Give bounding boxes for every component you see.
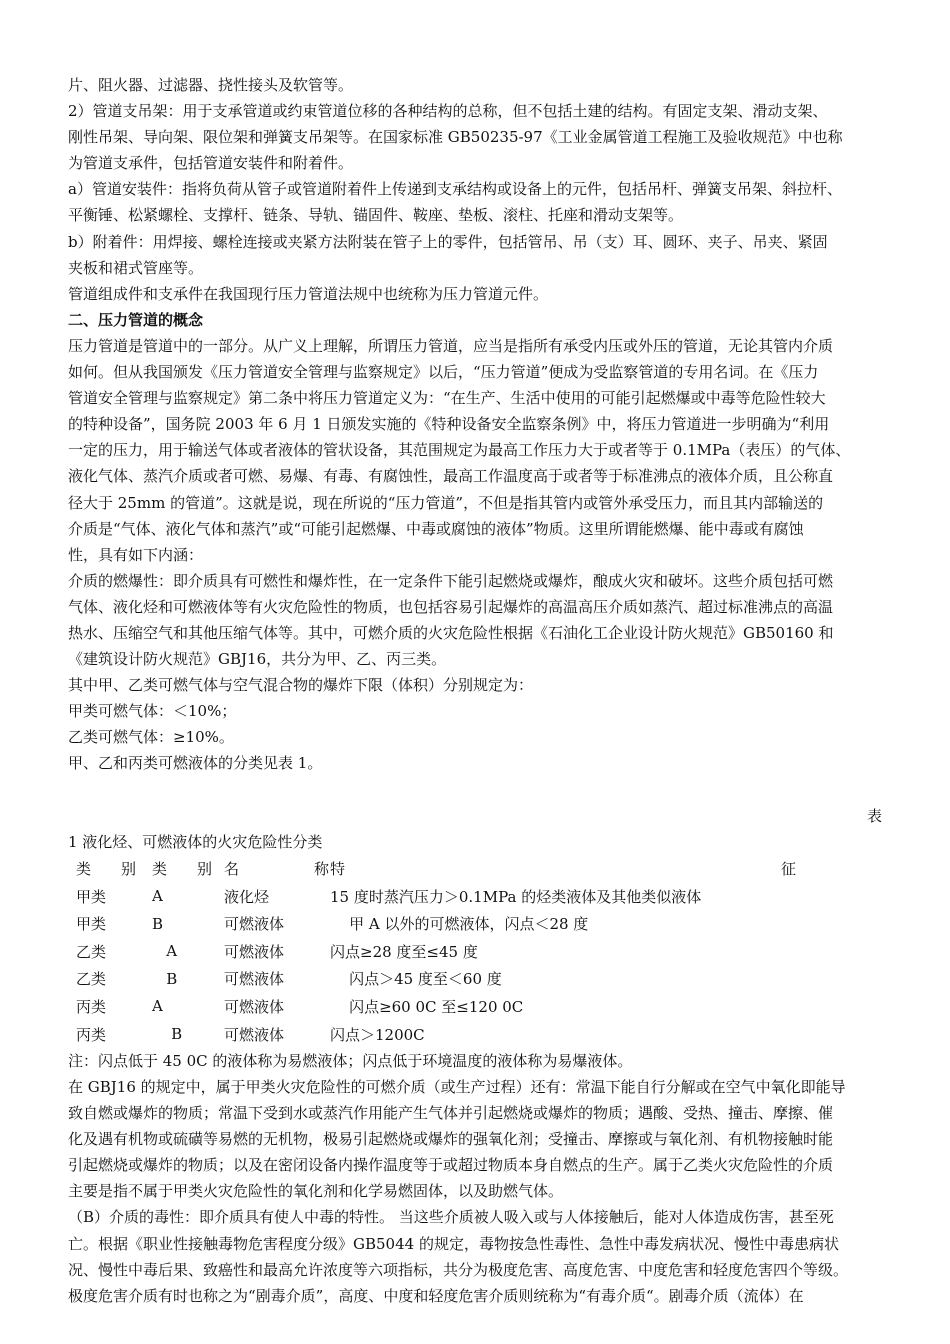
table-row (76, 882, 796, 910)
text-line: 乙类可燃气体：≥10%。 (68, 728, 234, 747)
text-line: 介质是“气体、液化气体和蒸汽”或“可能引起燃爆、中毒或腐蚀的液体”物质。这里所谓能燃爆、能中毒或有腐蚀 (68, 519, 804, 538)
table-cell: 闪点＞1200C (330, 1025, 425, 1044)
table-cell: 丙类 (76, 997, 107, 1016)
table-cell: 甲类 (76, 915, 107, 934)
header-cell: 类 别 (76, 860, 137, 879)
header-cell: 名 称 (224, 860, 330, 879)
table-cell: 甲类 (76, 887, 107, 906)
text-line: 片、阻火器、过滤器、挠性接头及软管等。 (68, 76, 354, 94)
table-row (76, 938, 796, 966)
header-char: 征 (781, 860, 797, 879)
document-page (68, 72, 888, 1309)
text-line: （B）介质的毒性：即介质具有使人中毒的特性。 当这些介质被人吸入或与人体接触后，能对人体造成伤害，甚至死 (68, 1208, 834, 1227)
table-cell: 可燃液体 (224, 942, 285, 961)
text-line: 液化气体、蒸汽介质或者可燃、易爆、有毒、有腐蚀性，最高工作温度高于或者等于标准沸点的液体介质，且公称直 (68, 467, 834, 486)
text-line: 气体、液化烃和可燃液体等有火灾危险性的物质，也包括容易引起爆炸的高温高压介质如蒸汽、超过标准沸点的高温 (68, 597, 834, 616)
table-cell: 闪点＞45 度至＜60 度 (330, 970, 502, 989)
text-line: 管道安全管理与监察规定》第二条中将压力管道定义为：“在生产、生活中使用的可能引起燃爆或中毒等危险性较大 (68, 389, 826, 408)
table-cell: 可燃液体 (224, 997, 285, 1016)
text-line: 亡。根据《职业性接触毒物危害程度分级》GB5044 的规定，毒物按急性毒性、急性中毒发病状况、慢性中毒患病状 (68, 1234, 839, 1253)
text-line: 甲类可燃气体：＜10%； (68, 702, 237, 721)
text-line: 压力管道是管道中的一部分。从广义上理解，所谓压力管道，应当是指所有承受内压或外压的管道，无论其管内介质 (68, 336, 834, 355)
text-line: 注：闪点低于 45 0C 的液体称为易燃液体；闪点低于环境温度的液体称为易爆液体。 (68, 1051, 633, 1070)
table-cell: 乙类 (76, 970, 107, 989)
table-row (76, 965, 796, 993)
paragraphs-mid (68, 333, 888, 777)
text-line: 的特种设备”，国务院 2003 年 6 月 1 日颁发实施的《特种设备安全监察条例》中，将压力管道进一步明确为“利用 (68, 415, 830, 434)
table-cell: 可燃液体 (224, 970, 285, 989)
table-cell: 可燃液体 (224, 915, 285, 934)
table-cell: A (152, 887, 163, 906)
text-line: 一定的压力，用于输送气体或者液体的管状设备，其范围规定为最高工作压力大于或者等于 0.1MPa（表压）的气体、 (68, 441, 851, 460)
table-cell: 丙类 (76, 1025, 107, 1044)
table-cell: B (152, 1025, 183, 1044)
fire-risk-table (76, 855, 796, 1048)
text-line: 《建筑设计防火规范》GBJ16，共分为甲、乙、丙三类。 (68, 650, 447, 669)
text-line: 管道组成件和支承件在我国现行压力管道法规中也统称为压力管道元件。 (68, 284, 549, 303)
table-cell: B (152, 914, 164, 933)
table-caption-title: 1 液化烃、可燃液体的火灾危险性分类 (68, 832, 323, 851)
text-line: 刚性吊架、导向架、限位架和弹簧支吊架等。在国家标准 GB50235-97《工业金属管道工程施工及验收规范》中也称 (68, 128, 843, 147)
table-row (76, 910, 796, 938)
table-row (76, 993, 796, 1021)
table-header-row (76, 855, 796, 883)
table-cell: 闪点≥28 度至≤45 度 (330, 942, 478, 961)
table-cell: 液化烃 (224, 887, 270, 906)
text-line: 性，具有如下内涵： (68, 545, 204, 564)
text-line: 平衡锤、松紧螺栓、支撑杆、链条、导轨、锚固件、鞍座、垫板、滚柱、托座和滑动支架等。 (68, 206, 684, 225)
text-line: 极度危害介质有时也称之为“剧毒介质”，高度、中度和轻度危害介质则统称为“有毒介质“。剧毒介质（流体）在 (68, 1286, 804, 1305)
text-line: 在 GBJ16 的规定中，属于甲类火灾危险性的可燃介质（或生产过程）还有：常温下能自行分解或在空气中氧化即能导 (68, 1077, 846, 1096)
text-line: 为管道支承件，包括管道安装件和附着件。 (68, 154, 354, 173)
paragraphs-bottom (68, 1048, 888, 1309)
table-cell: 15 度时蒸汽压力＞0.1MPa 的烃类液体及其他类似液体 (330, 887, 702, 906)
text-line: 径大于 25mm 的管道”。这就是说，现在所说的“压力管道”，不但是指其管内或管外承受压力，而且其内部输送的 (68, 493, 824, 512)
text-line: 甲、乙和丙类可燃液体的分类见表 1。 (68, 754, 323, 773)
text-line: 夹板和裙式管座等。 (68, 258, 204, 277)
text-line: 化及遇有机物或硫磺等易燃的无机物，极易引起燃烧或爆炸的强氧化剂；受撞击、摩擦或与氧化剂、有机物接触时能 (68, 1130, 834, 1149)
text-line: 其中甲、乙类可燃气体与空气混合物的爆炸下限（体积）分别规定为： (68, 676, 534, 695)
header-cell: 类 别 (152, 860, 213, 879)
text-line: 2）管道支吊架：用于支承管道或约束管道位移的各种结构的总称，但不包括土建的结构。有固定支架、滑动支架、 (68, 102, 828, 121)
text-line: 况、慢性中毒后果、致癌性和最高允许浓度等六项指标，共分为极度危害、高度危害、中度危害和轻度危害四个等级。 (68, 1260, 849, 1279)
table-cell: A (152, 997, 163, 1016)
table-cell: 可燃液体 (224, 1025, 285, 1044)
text-line: 引起燃烧或爆炸的物质；以及在密闭设备内操作温度等于或超过物质本身自燃点的生产。属于乙类火灾危险性的介质 (68, 1156, 834, 1175)
table-row (76, 1020, 796, 1048)
table-cell: 乙类 (76, 942, 107, 961)
text-line: b）附着件：用焊接、螺栓连接或夹紧方法附装在管子上的零件，包括管吊、吊（支）耳、圆环、夹子、吊夹、紧固 (68, 232, 828, 251)
text-line: 致自燃或爆炸的物质；常温下受到水或蒸汽作用能产生气体并引起燃烧或爆炸的物质；遇酸、受热、撞击、摩擦、催 (68, 1104, 834, 1123)
table-caption-right: 表 (866, 806, 882, 825)
table-cell: 甲 A 以外的可燃液体，闪点＜28 度 (330, 915, 589, 934)
text-line: 热水、压缩空气和其他压缩气体等。其中，可燃介质的火灾危险性根据《石油化工企业设计防火规范》GB50160 和 (68, 623, 834, 642)
text-line: 主要是指不属于甲类火灾危险性的氧化剂和化学易燃固体，以及助燃气体。 (68, 1182, 564, 1201)
text-line: a）管道安装件：指将负荷从管子或管道附着件上传递到支承结构或设备上的元件，包括吊杆、弹簧支吊架、斜拉杆、 (68, 180, 842, 199)
text-line: 介质的燃爆性：即介质具有可燃性和爆炸性，在一定条件下能引起燃烧或爆炸，酿成火灾和破坏。这些介质包括可燃 (68, 571, 834, 590)
header-cell (330, 855, 796, 883)
section-heading: 二、压力管道的概念 (68, 310, 204, 329)
header-char: 特 (330, 860, 346, 879)
table-cell: B (152, 969, 178, 988)
text-line: 如何。但从我国颁发《压力管道安全管理与监察规定》以后，“压力管道”便成为受监察管道的专用名词。在《压力 (68, 363, 819, 382)
paragraphs-top (68, 72, 888, 307)
table-cell: A (152, 942, 178, 961)
table-cell: 闪点≥60 0C 至≤120 0C (330, 997, 524, 1016)
